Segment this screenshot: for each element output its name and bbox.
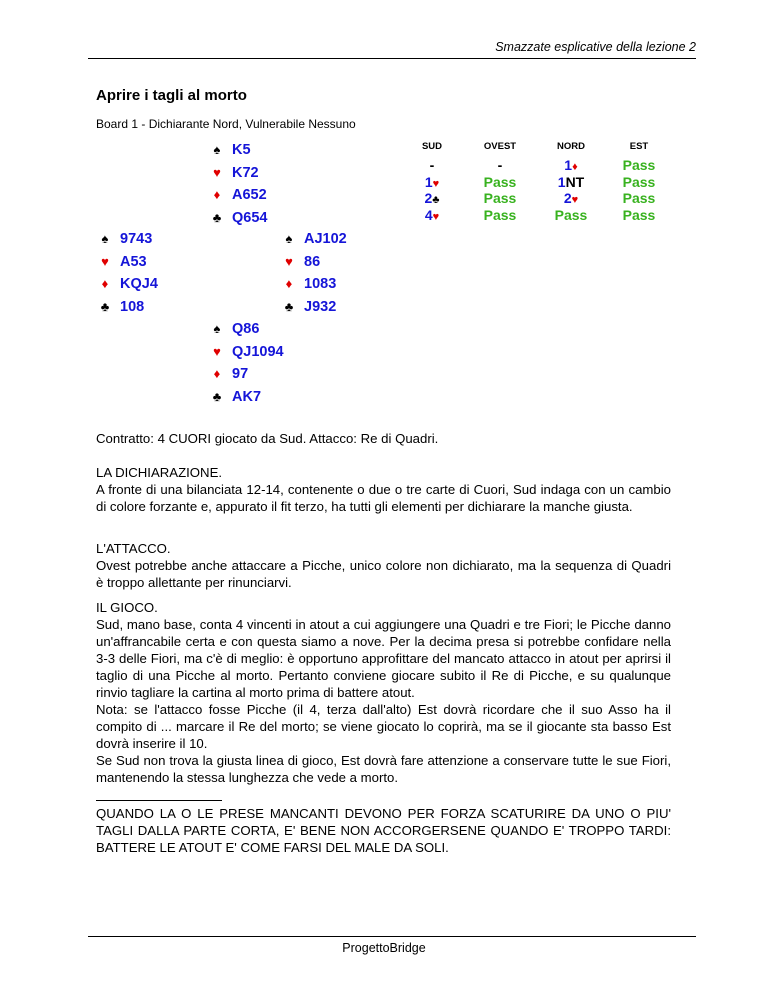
page-header: Smazzate esplicative della lezione 2 xyxy=(495,40,696,54)
north-clubs-row xyxy=(210,207,350,230)
west-clubs-row xyxy=(98,296,238,319)
section-extra: Se Sud non trova la giusta linea di gioco, Est dovrà fare attenzione a conservare tutte le sue Fiori, mantenendo la stessa lunghezza che vede a morto. xyxy=(96,753,671,785)
east-spades-row xyxy=(282,228,422,251)
heart-icon: ♥ xyxy=(213,343,221,359)
north-hearts-row xyxy=(210,162,350,185)
footer-divider xyxy=(88,936,696,937)
south-diamonds: 97 xyxy=(232,366,249,382)
south-spades-row xyxy=(210,318,350,341)
bid: Pass xyxy=(483,173,517,190)
east-diamonds: 1083 xyxy=(304,276,337,292)
north-spades-row xyxy=(210,139,350,162)
heart-icon: ♥ xyxy=(101,253,109,269)
bidding-column-ovest xyxy=(465,141,535,223)
club-icon: ♣ xyxy=(100,298,110,314)
north-hearts: K72 xyxy=(232,164,259,181)
west-hearts: A53 xyxy=(120,253,147,270)
section-heading: IL GIOCO. xyxy=(96,600,158,615)
bid: - xyxy=(497,157,503,173)
bidding-column-nord xyxy=(536,141,606,223)
west-diamonds: KQJ4 xyxy=(120,276,158,292)
south-clubs-row xyxy=(210,386,350,409)
spade-icon: ♠ xyxy=(285,231,293,246)
section-text: A fronte di una bilanciata 12-14, contenente o due o tre carte di Cuori, Sud indaga con un cambio di colore forzante e, appurato il fit terzo, ha tutti gli elementi per dichiarare la manche giusta. xyxy=(96,482,671,514)
bid: 4♥ xyxy=(424,206,440,223)
bid: - xyxy=(429,157,435,173)
closing-maxim: QUANDO LA O LE PRESE MANCANTI DEVONO PER FORZA SCATURIRE DA UNO O PIU' TAGLI DALLA PARTE CORTA, E' BENE NON ACCORGERSENE QUANDO E' TROPPO TARDI: BATTERE LE ATOUT E' COME FARSI DEL MALE DA SOLI. xyxy=(96,806,671,855)
bid: 1♦ xyxy=(564,157,578,173)
club-icon: ♣ xyxy=(432,194,440,206)
section-heading: LA DICHIARAZIONE. xyxy=(96,465,223,480)
east-hearts: 86 xyxy=(304,253,321,270)
south-hand xyxy=(210,318,350,408)
east-diamonds-row xyxy=(282,273,422,296)
heart-icon: ♥ xyxy=(432,210,440,223)
west-spades-row xyxy=(98,228,238,251)
club-icon: ♣ xyxy=(212,209,222,225)
board-subtitle: Board 1 - Dichiarante Nord, Vulnerabile Nessuno xyxy=(96,117,356,131)
north-hand xyxy=(210,139,350,229)
bidding-header: EST xyxy=(629,141,649,152)
bid: Pass xyxy=(554,206,588,223)
east-spades: AJ102 xyxy=(304,231,347,247)
page-footer: ProgettoBridge xyxy=(342,941,426,955)
page-title: Aprire i tagli al morto xyxy=(96,87,247,104)
bidding-header: SUD xyxy=(421,141,443,152)
bid: Pass xyxy=(622,157,656,173)
diamond-icon: ♦ xyxy=(213,366,221,381)
north-clubs: Q654 xyxy=(232,209,268,226)
north-diamonds: A652 xyxy=(232,187,267,203)
section-lead xyxy=(96,540,671,591)
south-clubs: AK7 xyxy=(232,388,262,405)
west-hearts-row xyxy=(98,251,238,274)
section-play xyxy=(96,599,671,856)
bid: Pass xyxy=(622,206,656,223)
east-hand xyxy=(282,228,422,318)
north-spades: K5 xyxy=(232,142,251,158)
bid: 2♥ xyxy=(563,190,579,206)
spade-icon: ♠ xyxy=(213,321,221,336)
club-icon: ♣ xyxy=(212,388,222,404)
bid: 1NT xyxy=(557,173,585,190)
diamond-icon: ♦ xyxy=(572,161,578,173)
diamond-icon: ♦ xyxy=(213,187,221,202)
bidding-header: NORD xyxy=(557,141,585,152)
section-bidding xyxy=(96,464,671,515)
no-trump-label: NT xyxy=(565,173,585,190)
east-clubs: J932 xyxy=(304,298,337,315)
west-clubs: 108 xyxy=(120,298,145,315)
section-heading: L'ATTACCO. xyxy=(96,541,171,556)
west-spades: 9743 xyxy=(120,231,153,247)
heart-icon: ♥ xyxy=(213,164,221,180)
bid: Pass xyxy=(622,190,656,206)
bid: Pass xyxy=(622,173,656,190)
contract-line: Contratto: 4 CUORI giocato da Sud. Attacco: Re di Quadri. xyxy=(96,431,439,446)
south-hearts-row xyxy=(210,341,350,364)
spade-icon: ♠ xyxy=(101,231,109,246)
west-hand xyxy=(98,228,238,318)
diamond-icon: ♦ xyxy=(101,276,109,291)
blank-underline xyxy=(96,786,671,805)
heart-icon: ♥ xyxy=(571,194,579,206)
section-text: Ovest potrebbe anche attaccare a Picche, unico colore non dichiarato, ma la sequenza di Quadri è troppo allettante per rinunciarvi. xyxy=(96,558,671,590)
section-note: Nota: se l'attacco fosse Picche (il 4, terza dall'alto) Est dovrà ricordare che il suo Asso ha il compito di ... marcare il Re del morto; se viene giocato lo coprirà, ma se il giocante sta basso Est dovrà inserire il 10. xyxy=(96,702,671,751)
south-hearts: QJ1094 xyxy=(232,343,284,360)
bidding-column-sud xyxy=(397,141,467,223)
east-clubs-row xyxy=(282,296,422,319)
heart-icon: ♥ xyxy=(432,177,440,190)
bidding-header: OVEST xyxy=(483,141,517,152)
heart-icon: ♥ xyxy=(285,253,293,269)
bidding-column-est xyxy=(604,141,674,223)
header-divider xyxy=(88,58,696,59)
spade-icon: ♠ xyxy=(213,142,221,157)
diamond-icon: ♦ xyxy=(285,276,293,291)
bid: 1♥ xyxy=(424,173,440,190)
bid: Pass xyxy=(483,206,517,223)
club-icon: ♣ xyxy=(284,298,294,314)
east-hearts-row xyxy=(282,251,422,274)
south-spades: Q86 xyxy=(232,321,260,337)
north-diamonds-row xyxy=(210,184,350,207)
bid: 2♣ xyxy=(424,190,440,206)
west-diamonds-row xyxy=(98,273,238,296)
bid: Pass xyxy=(483,190,517,206)
south-diamonds-row xyxy=(210,363,350,386)
section-text: Sud, mano base, conta 4 vincenti in atout a cui aggiungere una Quadri e tre Fiori; le Picche danno un'affrancabile certa e con questa siamo a nove. Per la decima presa si potrebbe confidare nella 3-3 delle Fiori, ma c'è di meglio: è opportuno approfittare del mancato attacco in atout per aprirsi il taglio di una Picche al morto. Pertanto conviene giocare subito il Re di Picche, e su qualunque rinvio tagliare la cartina al morto prima di battere atout. xyxy=(96,617,671,700)
